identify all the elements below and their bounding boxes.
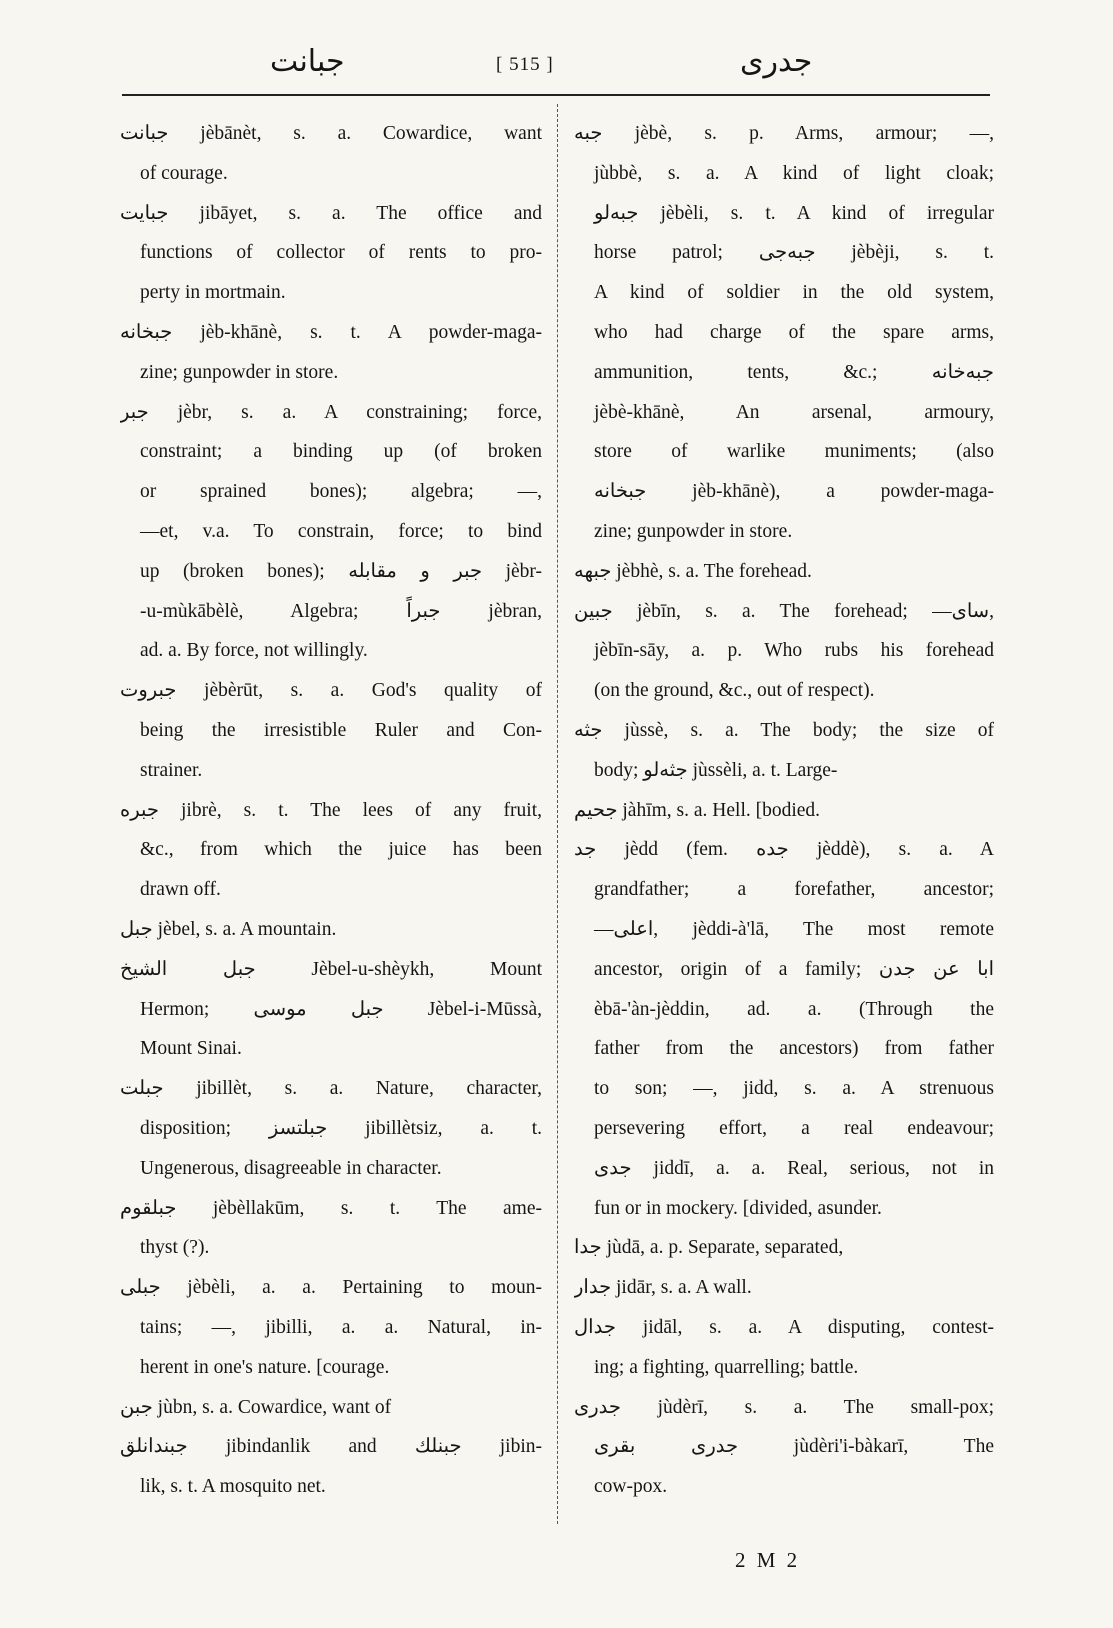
entry-headword-line: جبهه jèbhè, s. a. The forehead.	[574, 560, 812, 582]
entry-continuation-line: strainer.	[140, 759, 203, 781]
entry-headword-line: جبروت jèbèrūt, s. a. God's quality of	[120, 680, 542, 702]
entry-continuation-line: drawn off.	[140, 879, 221, 901]
entry-continuation-line: —اعلی, jèddi-à'lā, The most remote	[594, 918, 994, 940]
entry-continuation-line: Hermon; جبل موسی Jèbel-i-Mūssà,	[140, 998, 542, 1020]
right-running-head: جدری	[740, 44, 813, 79]
entry-headword-line: جبره jibrè, s. t. The lees of any fruit,	[120, 799, 542, 821]
entry-headword-line: جبن jùbn, s. a. Cowardice, want of	[120, 1396, 392, 1418]
signature-mark: 2 M 2	[735, 1548, 801, 1572]
entry-continuation-line: Mount Sinai.	[140, 1038, 242, 1060]
entry-continuation-line: tains; —, jibilli, a. a. Natural, in-	[140, 1316, 542, 1338]
entry-continuation-line: zine; gunpowder in store.	[140, 361, 339, 383]
entry-headword-line: جدری jùdèrī, s. a. The small-pox;	[574, 1396, 994, 1418]
column-divider	[557, 104, 558, 1524]
entry-continuation-line: body; جثه‌لو jùssèli, a. t. Large-	[594, 759, 838, 781]
entry-continuation-line: cow-pox.	[594, 1476, 668, 1498]
entry-continuation-line: jèbīn-sāy, a. p. Who rubs his forehead	[594, 640, 994, 662]
entry-headword-line: جبلی jèbèli, a. a. Pertaining to moun-	[120, 1277, 542, 1299]
entry-headword-line: جد jèdd (fem. جده jèddè), s. a. A	[574, 839, 994, 861]
entry-continuation-line: to son; —, jidd, s. a. A strenuous	[594, 1078, 994, 1100]
entry-continuation-line: èbā-'àn-jèddin, ad. a. (Through the	[594, 998, 994, 1020]
entry-continuation-line: father from the ancestors) from father	[594, 1038, 994, 1060]
entry-continuation-line: functions of collector of rents to pro-	[140, 242, 542, 264]
entry-headword-line: جدال jidāl, s. a. A disputing, contest-	[574, 1316, 994, 1338]
entry-continuation-line: disposition; جبلتسز jibillètsiz, a. t.	[140, 1117, 542, 1139]
entry-headword-line: جبخانه jèb-khānè, s. t. A powder-maga-	[120, 321, 542, 343]
entry-continuation-line: جبخانه jèb-khānè), a powder-maga-	[594, 481, 994, 503]
page-number: [ 515 ]	[496, 54, 554, 75]
entry-continuation-line: persevering effort, a real endeavour;	[594, 1117, 994, 1139]
entry-headword-line: جبه jèbè, s. p. Arms, armour; —,	[574, 123, 994, 144]
entry-headword-line: جبانت jèbānèt, s. a. Cowardice, want	[120, 123, 542, 144]
entry-continuation-line: grandfather; a forefather, ancestor;	[594, 879, 994, 901]
entry-headword-line: جبل jèbel, s. a. A mountain.	[120, 918, 337, 940]
entry-continuation-line: —et, v.a. To constrain, force; to bind	[140, 520, 542, 542]
entry-continuation-line: zine; gunpowder in store.	[594, 520, 793, 542]
entry-headword-line: جبین jèbīn, s. a. The forehead; —سای,	[574, 600, 994, 622]
entry-continuation-line: ing; a fighting, quarrelling; battle.	[594, 1356, 859, 1378]
entry-continuation-line: جدی jiddī, a. a. Real, serious, not in	[594, 1157, 994, 1179]
entry-headword-line: جبر jèbr, s. a. A constraining; force,	[120, 401, 542, 423]
entry-continuation-line: up (broken bones); جبر و مقابله jèbr-	[140, 560, 542, 582]
entry-continuation-line: &c., from which the juice has been	[140, 839, 542, 861]
entry-continuation-line: ammunition, tents, &c.; جبه‌خانه	[594, 361, 994, 383]
entry-continuation-line: (on the ground, &c., out of respect).	[594, 680, 875, 702]
entry-continuation-line: fun or in mockery. [divided, asunder.	[594, 1197, 882, 1219]
entry-continuation-line: store of warlike muniments; (also	[594, 441, 994, 463]
entry-headword-line: جبایت jibāyet, s. a. The office and	[120, 202, 542, 224]
entry-headword-line: جثه jùssè, s. a. The body; the size of	[574, 719, 994, 741]
entry-continuation-line: perty in mortmain.	[140, 282, 286, 304]
entry-continuation-line: thyst (?).	[140, 1237, 210, 1259]
entry-continuation-line: herent in one's nature. [courage.	[140, 1356, 390, 1378]
entry-headword-line: جبلقوم jèbèllakūm, s. t. The ame-	[120, 1197, 542, 1219]
entry-continuation-line: being the irresistible Ruler and Con-	[140, 719, 542, 741]
entry-continuation-line: who had charge of the spare arms,	[594, 321, 994, 343]
entry-continuation-line: جبه‌لو jèbèli, s. t. A kind of irregular	[594, 202, 994, 224]
left-running-head: جبانت	[270, 44, 345, 79]
header-rule	[122, 94, 990, 96]
entry-headword-line: جبندانلق jibindanlik and جبنلك jibin-	[120, 1436, 542, 1458]
entry-continuation-line: Ungenerous, disagreeable in character.	[140, 1157, 442, 1179]
entry-continuation-line: جدری بقری jùdèri'i-bàkarī, The	[594, 1436, 994, 1458]
entry-continuation-line: jèbè-khānè, An arsenal, armoury,	[594, 401, 994, 423]
entry-continuation-line: lik, s. t. A mosquito net.	[140, 1476, 326, 1498]
entry-continuation-line: or sprained bones); algebra; —,	[140, 481, 542, 503]
entry-headword-line: جحیم jàhīm, s. a. Hell. [bodied.	[574, 799, 821, 821]
entry-continuation-line: horse patrol; جبه‌جی jèbèji, s. t.	[594, 242, 994, 264]
entry-continuation-line: ad. a. By force, not willingly.	[140, 640, 368, 662]
entry-headword-line: جدار jidār, s. a. A wall.	[574, 1277, 752, 1299]
entry-continuation-line: A kind of soldier in the old system,	[594, 282, 994, 304]
entry-continuation-line: of courage.	[140, 162, 228, 184]
entry-headword-line: جبلت jibillèt, s. a. Nature, character,	[120, 1078, 542, 1100]
right-column	[574, 114, 994, 1507]
entry-continuation-line: constraint; a binding up (of broken	[140, 441, 542, 463]
entry-continuation-line: jùbbè, s. a. A kind of light cloak;	[594, 162, 994, 184]
left-column	[120, 114, 542, 1507]
entry-headword-line: جدا jùdā, a. p. Separate, separated,	[574, 1237, 844, 1259]
entry-headword-line: جبل الشیخ Jèbel-u-shèykh, Mount	[120, 958, 542, 980]
entry-continuation-line: -u-mùkābèlè, Algebra; جبراً jèbran,	[140, 600, 542, 622]
entry-continuation-line: ancestor, origin of a family; ابا عن جدن	[594, 958, 994, 980]
